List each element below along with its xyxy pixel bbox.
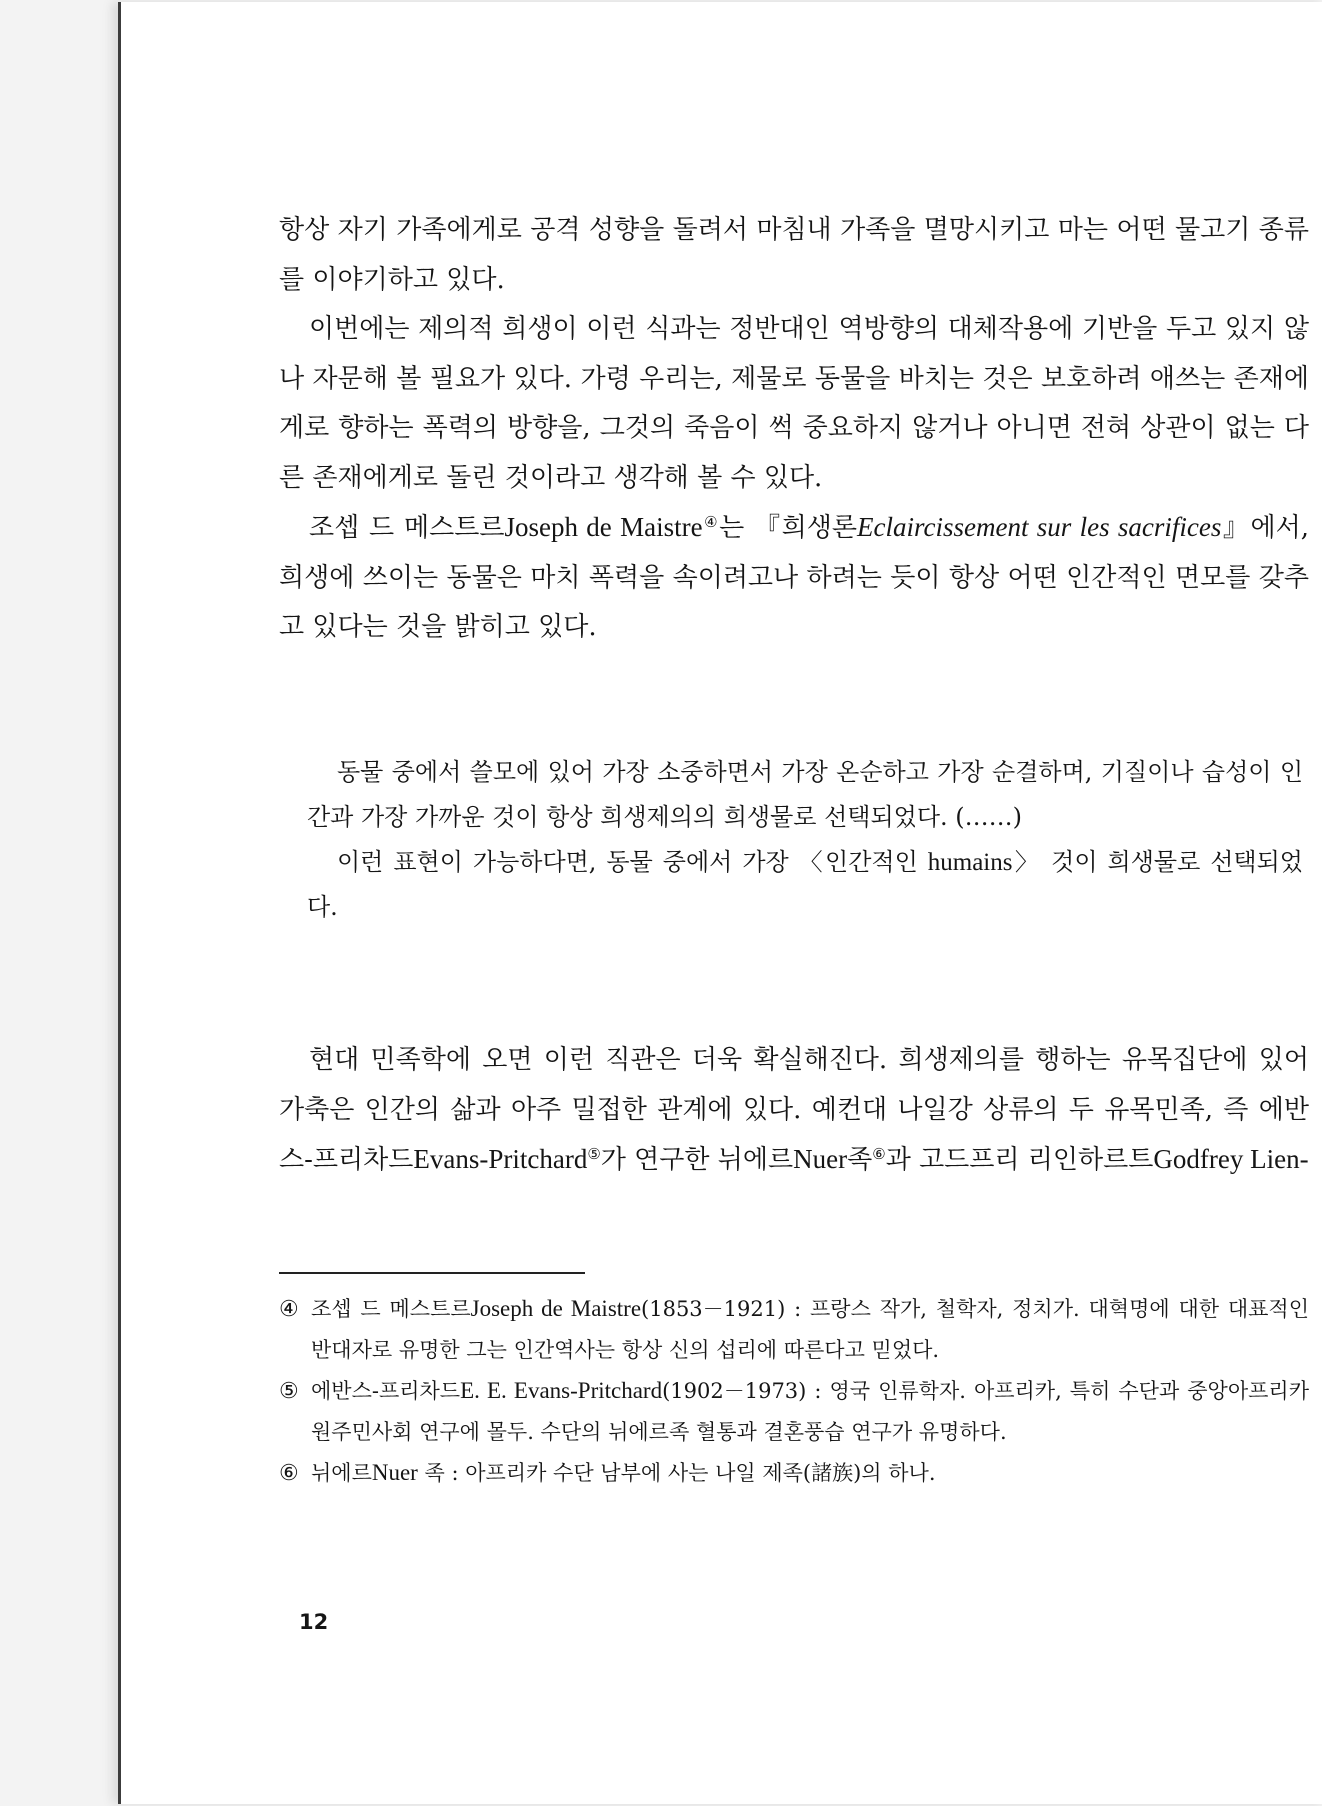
footnote-ref-4[interactable]: ④	[702, 513, 720, 531]
block-quote	[307, 750, 1303, 930]
paragraph-3	[279, 503, 1309, 653]
footnote-ref-5[interactable]: ⑤	[587, 1145, 601, 1163]
footnote-text: (1902－1973) : 영국 인류학자. 아프리카, 특히 수단과 중앙아프리카 원주민사회 연구에 몰두. 수단의 뉘에르족 혈통과 결혼풍습 연구가 유명하다.	[311, 1379, 1309, 1444]
main-text-block-2	[279, 1036, 1309, 1186]
quote-2-french: humains	[927, 849, 1013, 876]
paragraph-1: 항상 자기 가족에게로 공격 성향을 돌려서 마침내 가족을 멸망시키고 마는 어떤 물고기 종류를 이야기하고 있다.	[279, 215, 1310, 295]
godfrey-name: Godfrey Lien-	[1153, 1144, 1309, 1174]
paragraph-4-c: 족	[847, 1145, 873, 1175]
book-page	[118, 2, 1322, 1804]
footnote-text: 족 : 아프리카 수단 남부에 사는 나일 제족(諸族)의 하나.	[417, 1461, 936, 1485]
footnote-5	[279, 1371, 1309, 1452]
quote-paragraph-1: 동물 중에서 쓸모에 있어 가장 소중하면서 가장 온순하고 가장 순결하며, 기질이나 습성이 인간과 가장 가까운 것이 항상 희생제의의 희생물로 선택되었다. (……)	[307, 758, 1303, 831]
footnote-4	[279, 1289, 1309, 1370]
footnote-name-en: Joseph de Maistre	[470, 1296, 642, 1321]
footnote-number: ④	[279, 1297, 299, 1322]
page-number: 12	[299, 1610, 329, 1634]
book-title-fr: Eclaircissement sur les sacrifices	[857, 512, 1222, 542]
evans-pritchard-name: Evans-Pritchard	[413, 1144, 588, 1174]
footnote-name-ko: 에반스-프리차드	[311, 1379, 461, 1403]
paragraph-4-d: 과 고드프리 리인하르트	[885, 1145, 1154, 1175]
quote-2-before: 이런 표현이 가능하다면, 동물 중에서 가장 〈인간적인	[337, 848, 928, 876]
nuer-name: Nuer	[793, 1144, 848, 1174]
paragraph-4-b: 가 연구한 뉘에르	[600, 1145, 794, 1175]
paragraph-3-mid: 는 『희생론	[719, 513, 857, 543]
quote-2-after: 〉 것이 희생물로 선택되었다.	[307, 848, 1303, 921]
maistre-name-ko: 조셉 드 메스트르	[309, 513, 505, 543]
footnote-number: ⑤	[279, 1379, 299, 1404]
footnote-divider	[279, 1272, 585, 1274]
footnote-ref-6[interactable]: ⑥	[872, 1145, 886, 1163]
footnote-number: ⑥	[279, 1461, 299, 1486]
paragraph-3-rest: 』에서, 희생에 쓰이는 동물은 마치 폭력을 속이려고나 하려는 듯이 항상 어떤 인간적인 면모를 갖추고 있다는 것을 밝히고 있다.	[279, 513, 1309, 642]
paragraph-4-a: 현대 민족학에 오면 이런 직관은 더욱 확실해진다. 희생제의를 행하는 유목집단에 있어 가축은 인간의 삶과 아주 밀접한 관계에 있다. 예컨대 나일강 상류의 두 유목민족, 즉 에반스-프리차드	[279, 1045, 1309, 1175]
footnotes	[279, 1289, 1309, 1495]
footnote-text: (1853－1921) : 프랑스 작가, 철학자, 정치가. 대혁명에 대한 대표적인 반대자로 유명한 그는 인간역사는 항상 신의 섭리에 따른다고 믿었다.	[311, 1297, 1309, 1362]
footnote-name-en: E. E. Evans-Pritchard	[460, 1378, 663, 1403]
footnote-6	[279, 1453, 1309, 1494]
quote-paragraph-2	[307, 840, 1303, 930]
maistre-name-fr: Joseph de Maistre	[504, 512, 703, 542]
paragraph-2: 이번에는 제의적 희생이 이런 식과는 정반대인 역방향의 대체작용에 기반을 두고 있지 않나 자문해 볼 필요가 있다. 가령 우리는, 제물로 동물을 바치는 것은 보호하려 애쓰는 존재에게로 향하는 폭력의 방향을, 그것의 죽음이 썩 중요하지 않거나 아니면 전혀 상관이 없는 다른 존재에게로 돌린 것이라고 생각해 볼 수 있다.	[279, 314, 1309, 493]
main-text-block	[279, 206, 1309, 653]
paragraph-4	[279, 1036, 1309, 1186]
footnote-name-en: Nuer	[371, 1460, 418, 1485]
footnote-name-ko: 조셉 드 메스트르	[311, 1297, 471, 1321]
footnote-name-ko: 뉘에르	[311, 1461, 372, 1485]
